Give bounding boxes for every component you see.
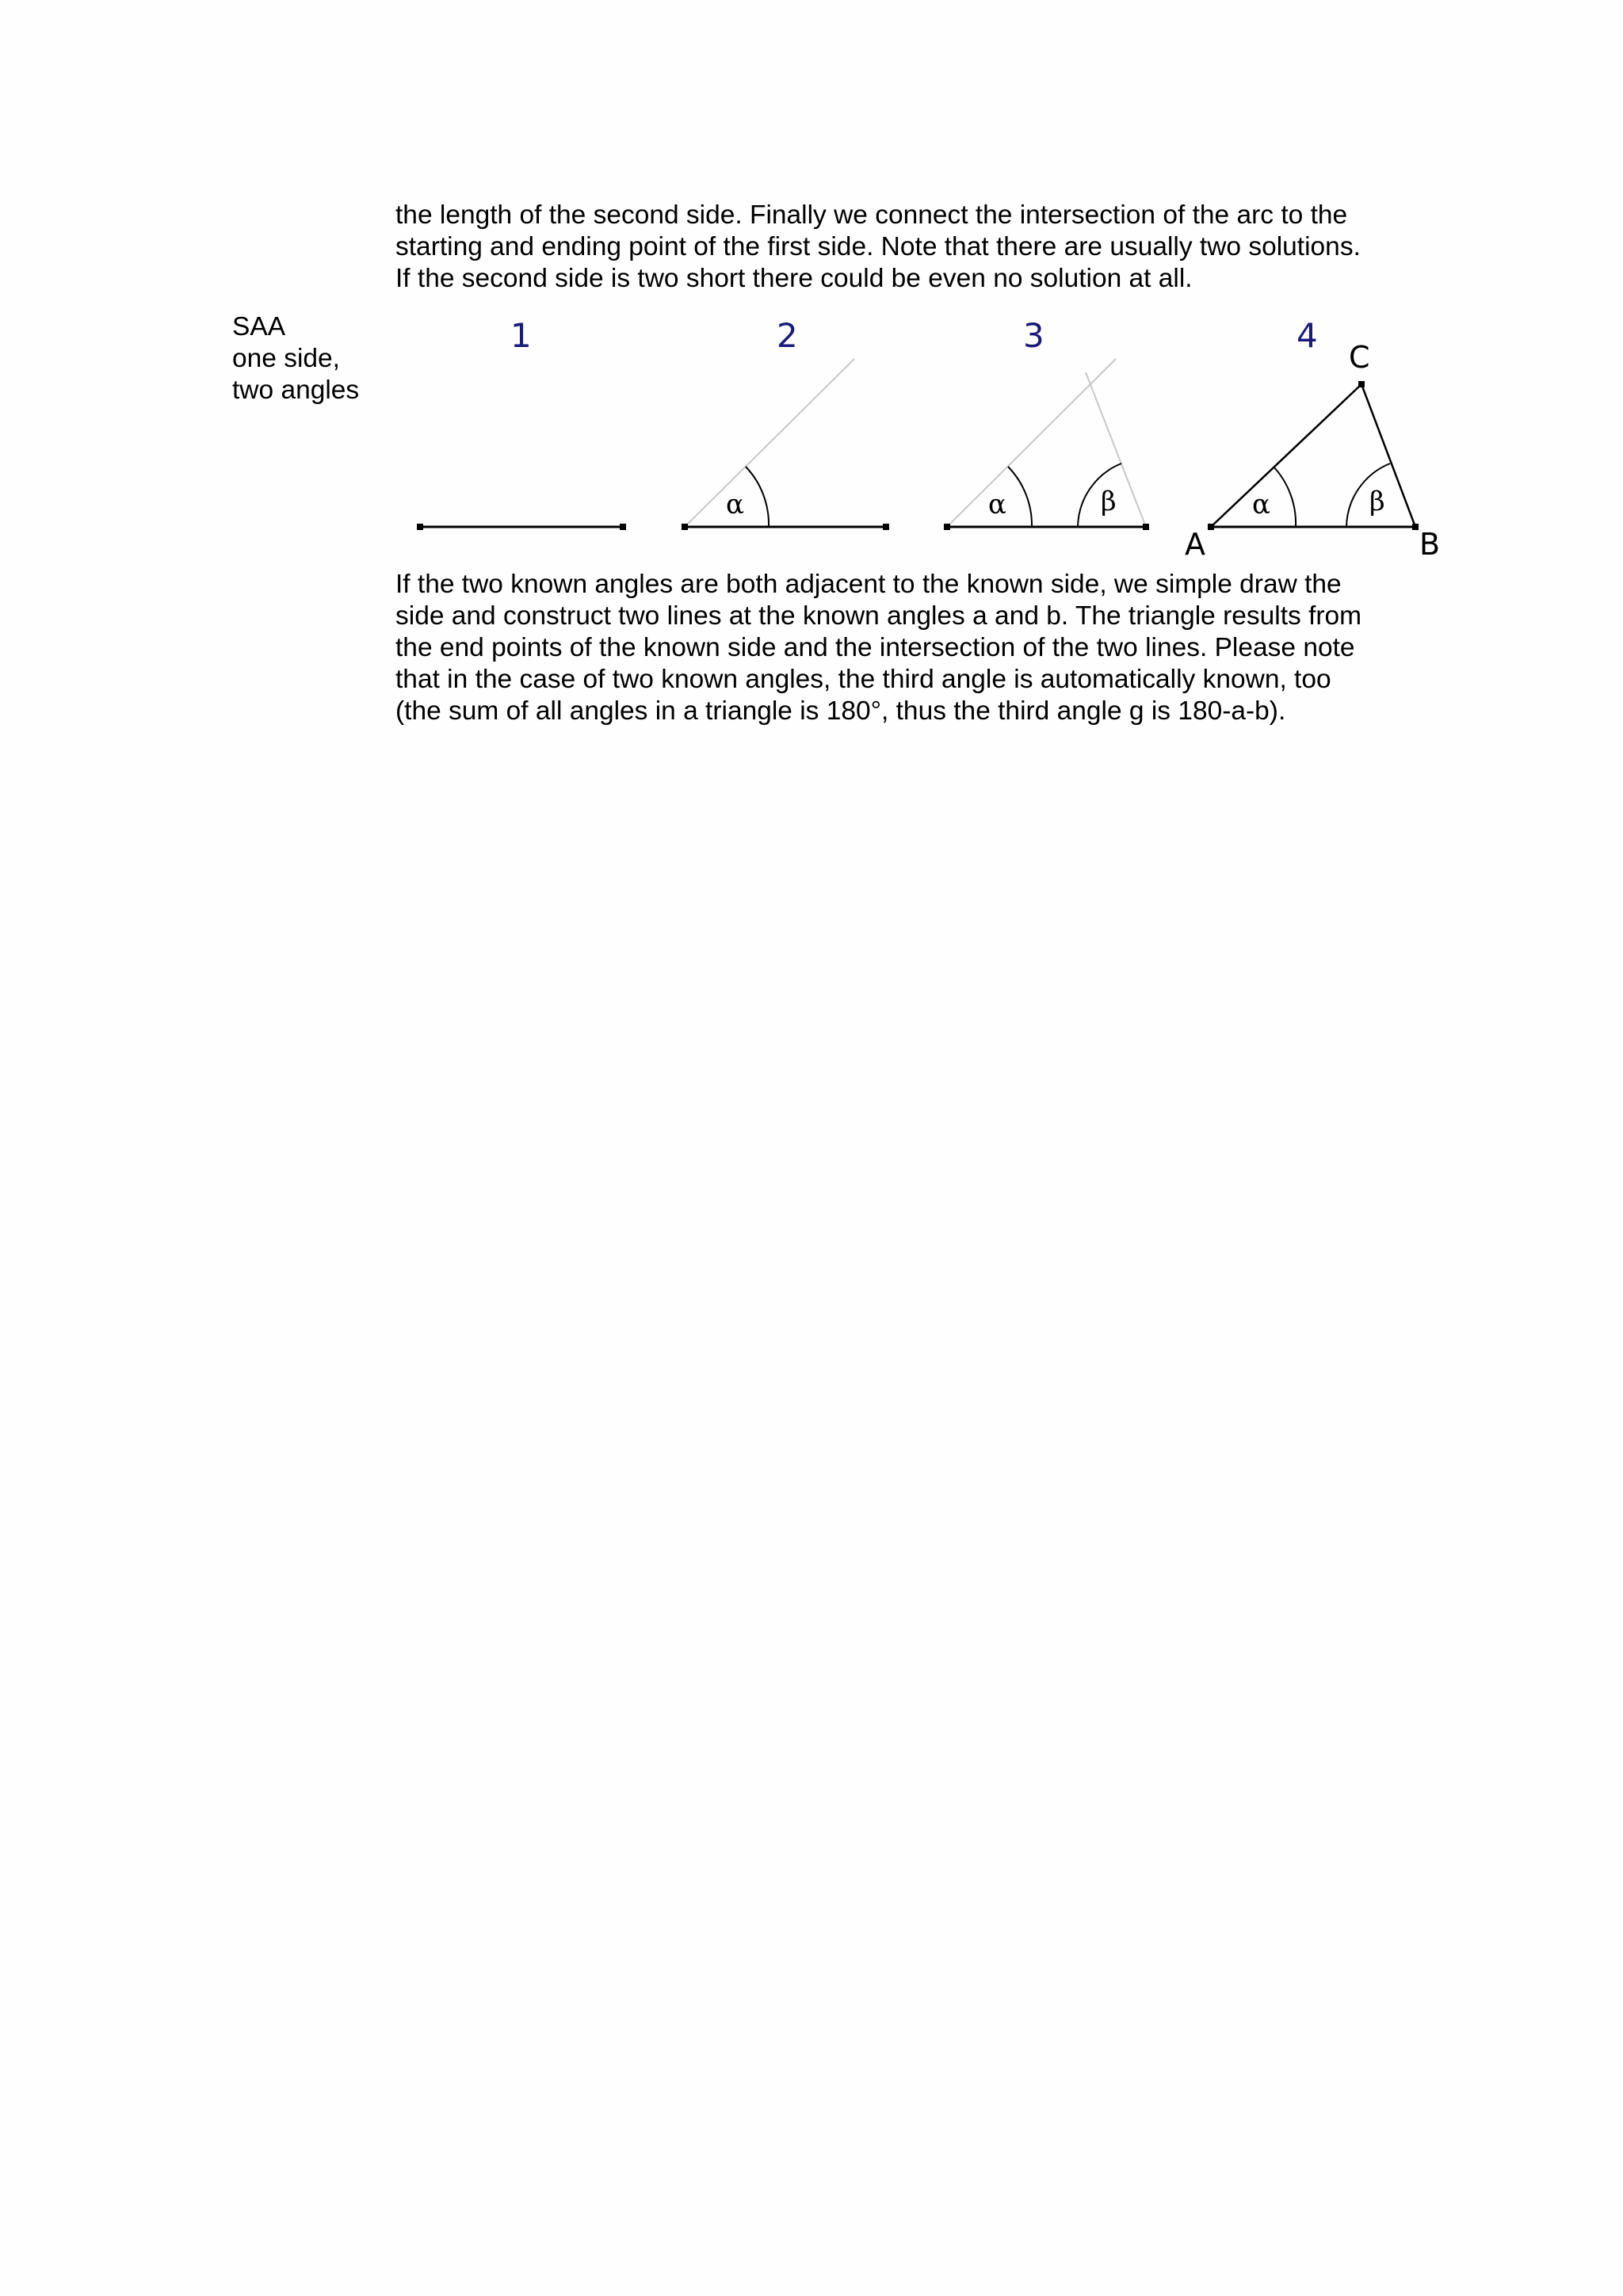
case-label: [232, 311, 359, 406]
case-label-line: one side,: [232, 344, 340, 373]
case-label-title: SAA: [232, 312, 286, 341]
beta-label: β: [1369, 486, 1385, 517]
saa-explanation-paragraph: [395, 569, 1426, 727]
intro-paragraph: [395, 200, 1426, 295]
paragraph-line: side and construct two lines at the known angles a and b. The triangle results from: [395, 601, 1362, 631]
beta-label: β: [1101, 486, 1117, 517]
paragraph-line: the length of the second side. Finally we connect the intersection of the arc to the: [395, 200, 1348, 230]
construction-figure: [388, 309, 1466, 570]
step-2-alpha-construction: [682, 359, 889, 530]
paragraph-line: starting and ending point of the first side. Note that there are usually two solutions.: [395, 232, 1361, 261]
alpha-label: α: [988, 489, 1006, 521]
paragraph-line: the end points of the known side and the intersection of the two lines. Please note: [395, 633, 1355, 662]
alpha-label: α: [726, 489, 744, 521]
step-4-triangle: [1208, 381, 1419, 530]
vertex-b-label: B: [1419, 527, 1441, 562]
paragraph-line: If the second side is two short there could be even no solution at all.: [395, 264, 1193, 293]
step-number-4: 4: [1296, 316, 1318, 355]
step-number-2: 2: [777, 316, 798, 355]
paragraph-line: If the two known angles are both adjacent to the known side, we simple draw the: [395, 570, 1342, 599]
step-1-base-side: [417, 524, 626, 530]
paragraph-line: (the sum of all angles in a triangle is 180°, thus the third angle g is 180-a-b).: [395, 696, 1286, 726]
step-number-3: 3: [1023, 316, 1044, 355]
case-label-line: two angles: [232, 376, 360, 405]
vertex-a-label: A: [1185, 527, 1205, 562]
step-3-beta-construction: [944, 359, 1149, 530]
alpha-label: α: [1252, 489, 1270, 521]
paragraph-line: that in the case of two known angles, the third angle is automatically known, too: [395, 665, 1331, 694]
vertex-c-label: C: [1349, 340, 1370, 375]
step-number-1: 1: [510, 316, 532, 355]
